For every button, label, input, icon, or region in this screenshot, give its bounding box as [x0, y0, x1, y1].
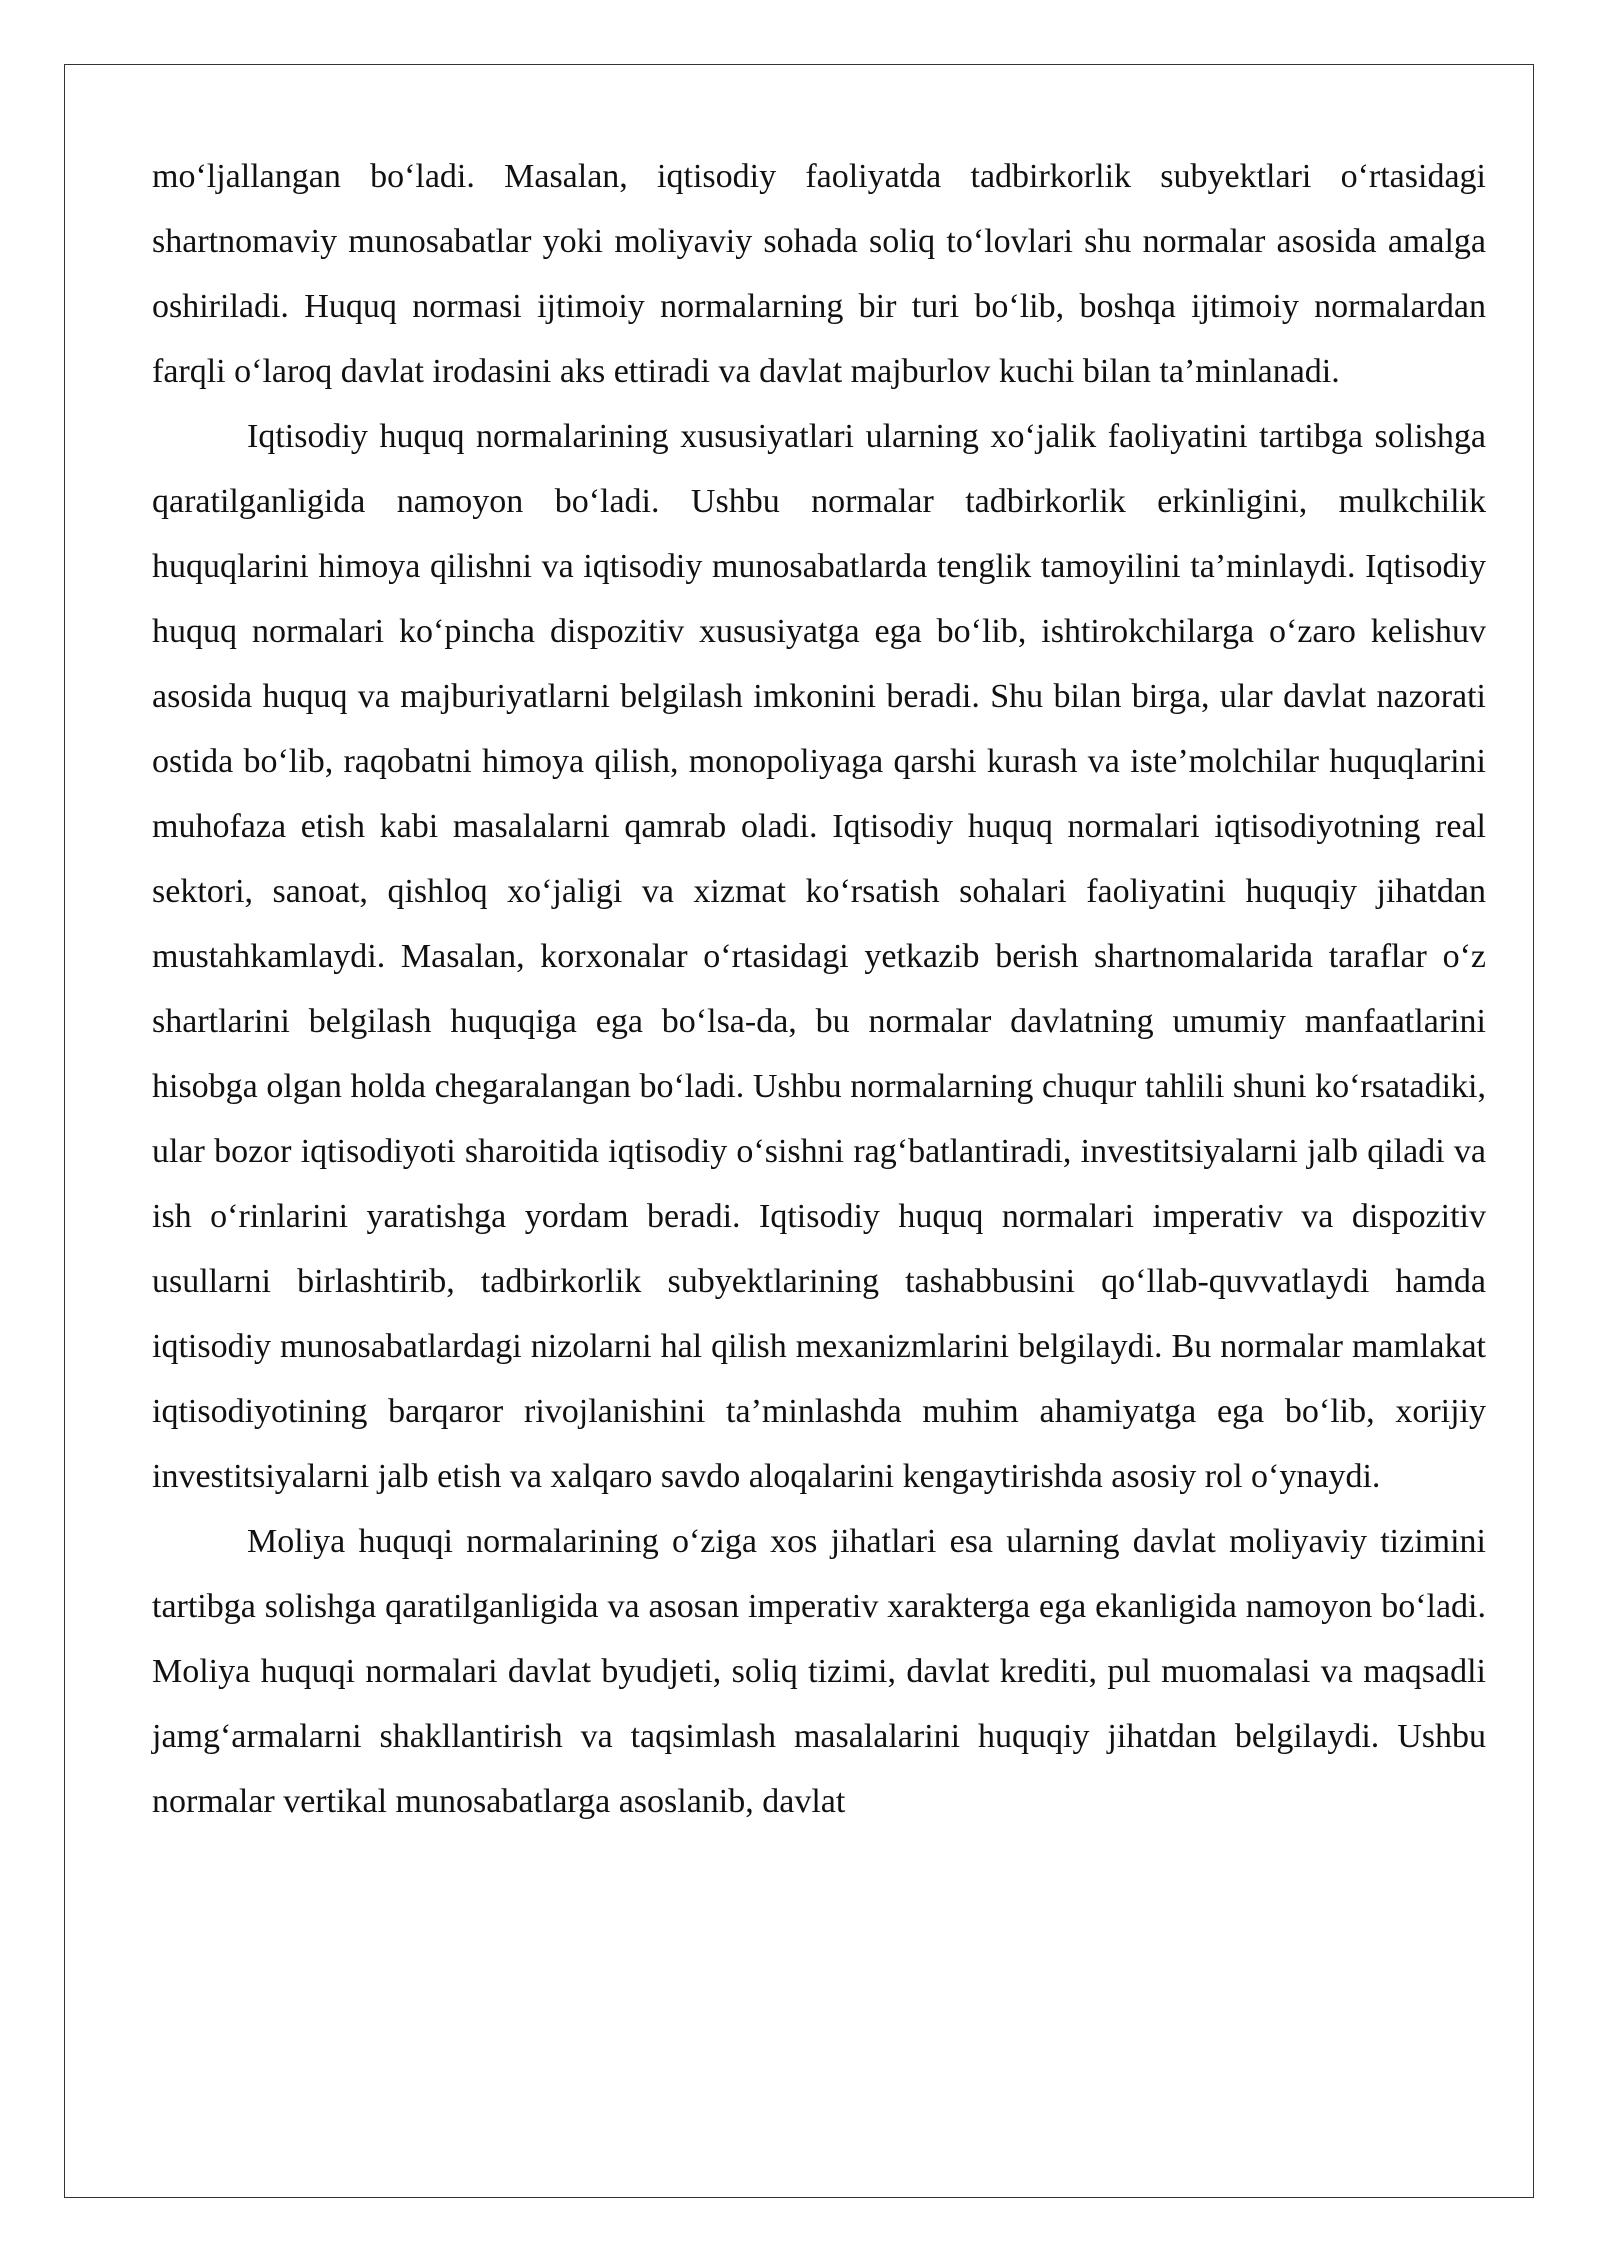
document-body	[152, 144, 1486, 1834]
paragraph-1: mo‘ljallangan bo‘ladi. Masalan, iqtisodiy faoliyatda tadbirkorlik subyektlari o‘rtasidagi shartnomaviy munosabatlar yoki moliyaviy sohada soliq to‘lovlari shu normalar asosida amalga oshiriladi. Huquq normasi ijtimoiy normalarning bir turi bo‘lib, boshqa ijtimoiy normalardan farqli o‘laroq davlat irodasini aks ettiradi va davlat majburlov kuchi bilan ta’minlanadi.	[152, 158, 1486, 390]
paragraph-2: Iqtisodiy huquq normalarining xususiyatlari ularning xo‘jalik faoliyatini tartibga solishga qaratilganligida namoyon bo‘ladi. Ushbu normalar tadbirkorlik erkinligini, mulkchilik huquqlarini himoya qilishni va iqtisodiy munosabatlarda tenglik tamoyilini ta’minlaydi. Iqtisodiy huquq normalari ko‘pincha dispozitiv xususiyatga ega bo‘lib, ishtirokchilarga o‘zaro kelishuv asosida huquq va majburiyatlarni belgilash imkonini beradi. Shu bilan birga, ular davlat nazorati ostida bo‘lib, raqobatni himoya qilish, monopoliyaga qarshi kurash va iste’molchilar huquqlarini muhofaza etish kabi masalalarni qamrab oladi. Iqtisodiy huquq normalari iqtisodiyotning real sektori, sanoat, qishloq xo‘jaligi va xizmat ko‘rsatish sohalari faoliyatini huquqiy jihatdan mustahkamlaydi. Masalan, korxonalar o‘rtasidagi yetkazib berish shartnomalarida taraflar o‘z shartlarini belgilash huquqiga ega bo‘lsa-da, bu normalar davlatning umumiy manfaatlarini hisobga olgan holda chegaralangan bo‘ladi. Ushbu normalarning chuqur tahlili shuni ko‘rsatadiki, ular bozor iqtisodiyoti sharoitida iqtisodiy o‘sishni rag‘batlantiradi, investitsiyalarni jalb qiladi va ish o‘rinlarini yaratishga yordam beradi. Iqtisodiy huquq normalari imperativ va dispozitiv usullarni birlashtirib, tadbirkorlik subyektlarining tashabbusini qo‘llab-quvvatlaydi hamda iqtisodiy munosabatlardagi nizolarni hal qilish mexanizmlarini belgilaydi. Bu normalar mamlakat iqtisodiyotining barqaror rivojlanishini ta’minlashda muhim ahamiyatga ega bo‘lib, xorijiy investitsiyalarni jalb etish va xalqaro savdo aloqalarini kengaytirishda asosiy rol o‘ynaydi.	[152, 418, 1486, 1495]
paragraph-3: Moliya huquqi normalarining o‘ziga xos jihatlari esa ularning davlat moliyaviy tizimini tartibga solishga qaratilganligida va asosan imperativ xarakterga ega ekanligida namoyon bo‘ladi. Moliya huquqi normalari davlat byudjeti, soliq tizimi, davlat krediti, pul muomalasi va maqsadli jamg‘armalarni shakllantirish va taqsimlash masalalarini huquqiy jihatdan belgilaydi. Ushbu normalar vertikal munosabatlarga asoslanib, davlat	[152, 1523, 1486, 1820]
